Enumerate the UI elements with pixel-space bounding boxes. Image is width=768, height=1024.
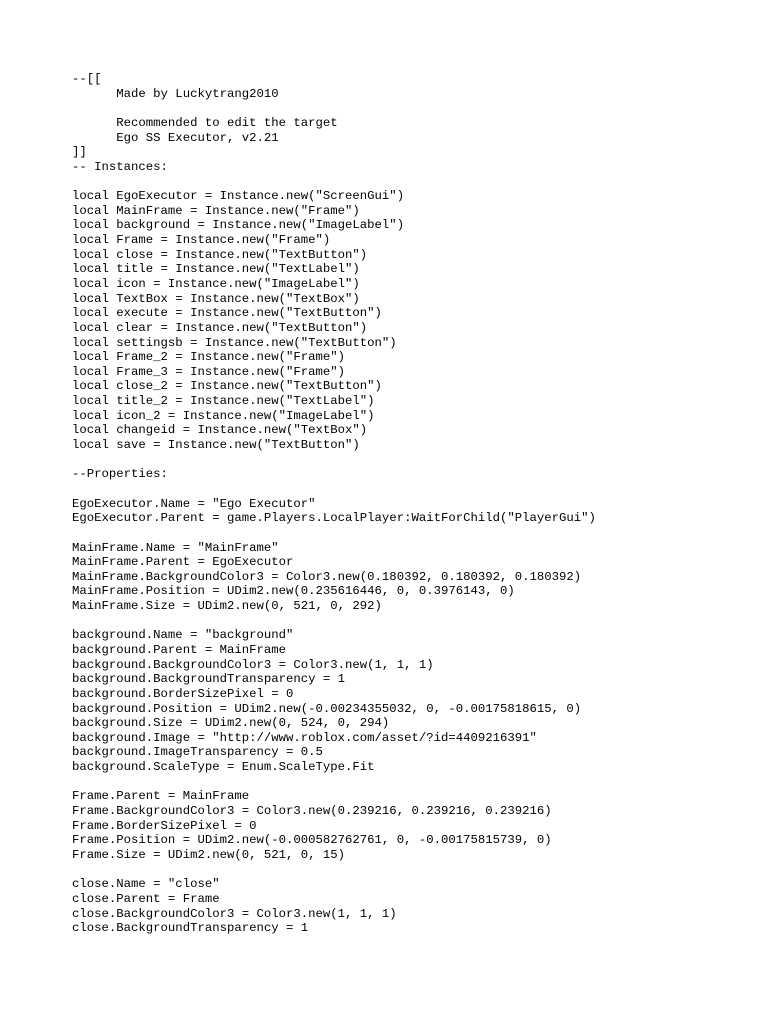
code-line: MainFrame.BackgroundColor3 = Color3.new(0.180392, 0.180392, 0.180392) [72,569,582,584]
code-line: Made by Luckytrang2010 [72,86,279,101]
code-line: close.Name = "close" [72,877,220,892]
code-line: Ego SS Executor, v2.21 [72,130,279,145]
code-line: background.Size = UDim2.new(0, 524, 0, 294) [72,716,390,731]
code-line: Frame.BackgroundColor3 = Color3.new(0.239216, 0.239216, 0.239216) [72,804,552,819]
code-line [72,482,752,497]
code-listing [72,72,752,936]
code-line: Frame.Parent = MainFrame [72,789,250,804]
code-line: Recommended to edit the target [72,115,338,130]
code-line: --Properties: [72,467,168,482]
code-line: background.Position = UDim2.new(-0.00234355032, 0, -0.00175818615, 0) [72,701,582,716]
code-line: EgoExecutor.Name = "Ego Executor" [72,496,316,511]
code-line: background.Image = "http://www.roblox.com/asset/?id=4409216391" [72,730,537,745]
code-line: close.BackgroundColor3 = Color3.new(1, 1, 1) [72,906,397,921]
code-line [72,775,752,790]
code-line: local close_2 = Instance.new("TextButton") [72,379,382,394]
code-line: local Frame_2 = Instance.new("Frame") [72,350,346,365]
code-line: background.ScaleType = Enum.ScaleType.Fit [72,760,375,775]
code-line: background.ImageTransparency = 0.5 [72,745,323,760]
code-line: -- Instances: [72,159,168,174]
code-line: local EgoExecutor = Instance.new("ScreenGui") [72,189,405,204]
code-line: MainFrame.Parent = EgoExecutor [72,555,294,570]
code-line: background.BackgroundColor3 = Color3.new(1, 1, 1) [72,657,434,672]
code-line: background.BorderSizePixel = 0 [72,686,294,701]
code-line: Frame.BorderSizePixel = 0 [72,818,257,833]
code-line: local title_2 = Instance.new("TextLabel") [72,394,375,409]
code-line: local icon_2 = Instance.new("ImageLabel") [72,408,375,423]
code-line: EgoExecutor.Parent = game.Players.LocalPlayer:WaitForChild("PlayerGui") [72,511,596,526]
document-page [72,72,752,936]
code-line: background.Name = "background" [72,628,294,643]
code-line [72,863,752,878]
code-line [72,101,752,116]
code-line: background.Parent = MainFrame [72,642,287,657]
code-line: MainFrame.Position = UDim2.new(0.235616446, 0, 0.3976143, 0) [72,584,515,599]
code-line: local icon = Instance.new("ImageLabel") [72,276,360,291]
code-line: local Frame_3 = Instance.new("Frame") [72,364,346,379]
code-line: local save = Instance.new("TextButton") [72,438,360,453]
code-line: MainFrame.Size = UDim2.new(0, 521, 0, 292) [72,599,382,614]
code-line: background.BackgroundTransparency = 1 [72,672,346,687]
code-line: close.Parent = Frame [72,891,220,906]
code-line: ]] [72,145,87,160]
code-line: local execute = Instance.new("TextButton") [72,306,382,321]
code-line: close.BackgroundTransparency = 1 [72,921,309,936]
code-line: Frame.Size = UDim2.new(0, 521, 0, 15) [72,847,346,862]
code-line: Frame.Position = UDim2.new(-0.000582762761, 0, -0.00175815739, 0) [72,833,552,848]
code-line: local TextBox = Instance.new("TextBox") [72,291,360,306]
code-line: local settingsb = Instance.new("TextButton") [72,335,397,350]
code-line [72,174,752,189]
code-line: local close = Instance.new("TextButton") [72,247,368,262]
code-line: local changeid = Instance.new("TextBox") [72,423,368,438]
code-line [72,614,752,629]
code-line: local clear = Instance.new("TextButton") [72,320,368,335]
code-line: local background = Instance.new("ImageLabel") [72,218,405,233]
code-line [72,453,752,468]
code-line: --[[ [72,72,102,86]
code-line: MainFrame.Name = "MainFrame" [72,540,279,555]
code-line: local Frame = Instance.new("Frame") [72,233,331,248]
code-line: local MainFrame = Instance.new("Frame") [72,203,360,218]
code-line [72,526,752,541]
code-line: local title = Instance.new("TextLabel") [72,262,360,277]
